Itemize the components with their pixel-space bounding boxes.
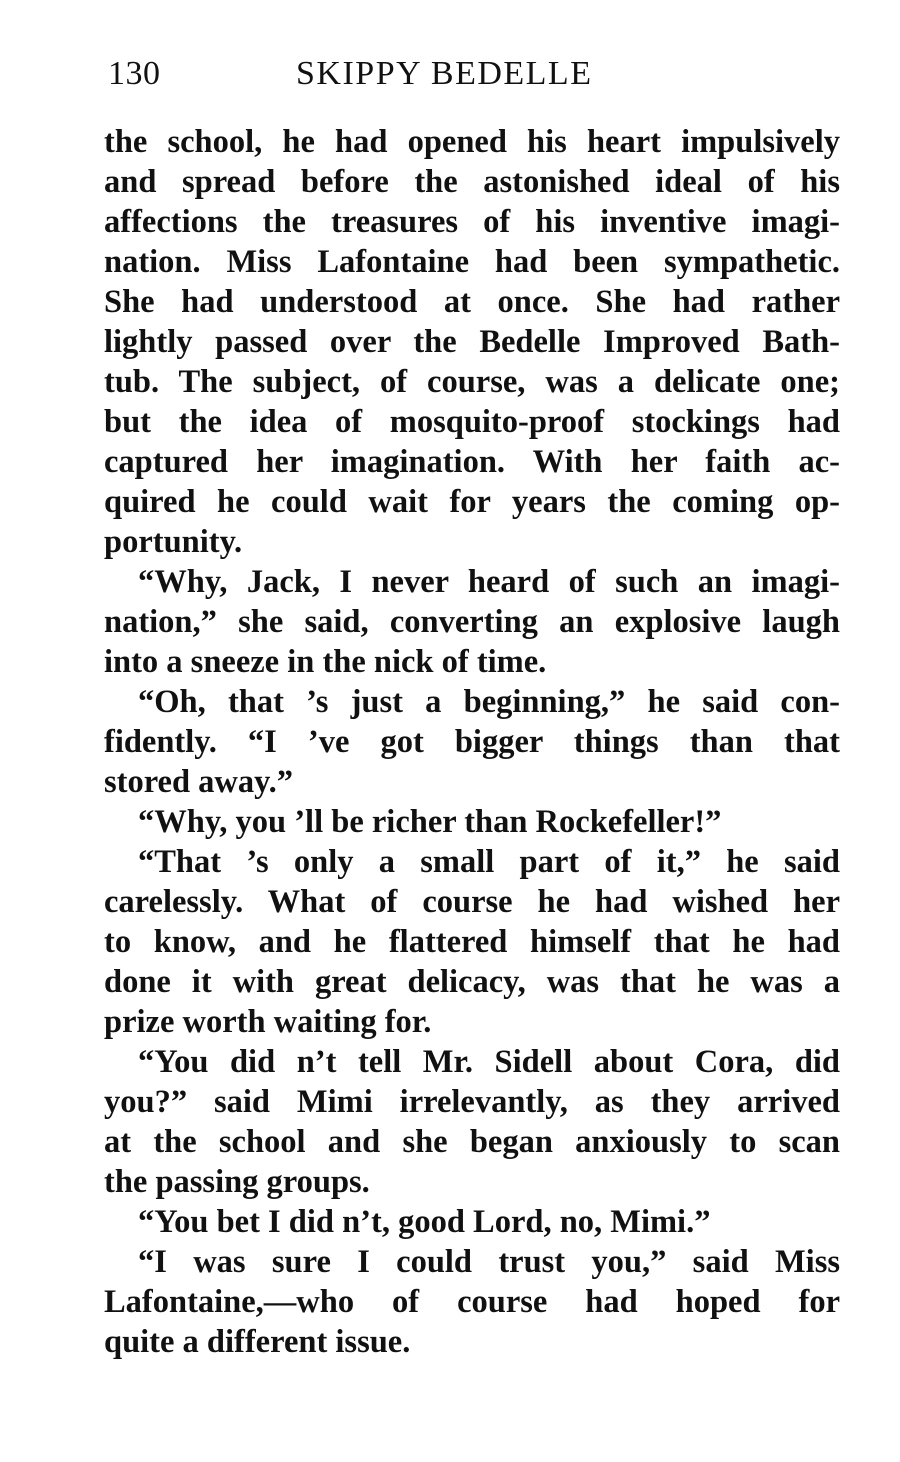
text-line: to know, and he flattered himself that he had (104, 924, 840, 960)
body-text (104, 122, 840, 1362)
text-line: but the idea of mosquito-proof stockings had (104, 404, 840, 440)
text-line: and spread before the astonished ideal of his (104, 164, 840, 200)
text-line: “Why, you ’ll be richer than Rockefeller!” (138, 804, 722, 840)
text-line: tub. The subject, of course, was a delicate one; (104, 364, 840, 400)
text-line: “That ’s only a small part of it,” he said (138, 844, 840, 880)
text-line: into a sneeze in the nick of time. (104, 644, 547, 680)
page-number: 130 (108, 55, 161, 92)
text-line: She had understood at once. She had rather (104, 284, 840, 320)
text-line: you?” said Mimi irrelevantly, as they arrived (104, 1084, 840, 1120)
text-line: “I was sure I could trust you,” said Miss (138, 1244, 840, 1280)
text-line: quite a different issue. (104, 1324, 411, 1360)
text-line: “You bet I did n’t, good Lord, no, Mimi.” (138, 1204, 711, 1240)
text-line: portunity. (104, 524, 243, 560)
running-title: SKIPPY BEDELLE (296, 55, 593, 92)
text-line: carelessly. What of course he had wished her (104, 884, 840, 920)
text-line: at the school and she began anxiously to scan (104, 1124, 840, 1160)
text-line: stored away.” (104, 764, 293, 800)
text-line: Lafontaine,—who of course had hoped for (104, 1284, 840, 1320)
text-line: the school, he had opened his heart impulsively (104, 124, 840, 160)
text-line: “Why, Jack, I never heard of such an imagi- (138, 564, 840, 600)
text-line: “Oh, that ’s just a beginning,” he said con- (138, 684, 840, 720)
text-line: “You did n’t tell Mr. Sidell about Cora, did (138, 1044, 840, 1080)
text-line: nation,” she said, converting an explosive laugh (104, 604, 840, 640)
text-line: fidently. “I ’ve got bigger things than that (104, 724, 840, 760)
text-line: affections the treasures of his inventive imagi- (104, 204, 840, 240)
text-line: lightly passed over the Bedelle Improved Bath- (104, 324, 840, 360)
text-line: captured her imagination. With her faith ac- (104, 444, 840, 480)
text-line: the passing groups. (104, 1164, 370, 1200)
text-line: quired he could wait for years the coming op- (104, 484, 840, 520)
text-line: prize worth waiting for. (104, 1004, 432, 1040)
text-line: nation. Miss Lafontaine had been sympathetic. (104, 244, 840, 280)
text-line: done it with great delicacy, was that he was a (104, 964, 840, 1000)
running-head (108, 52, 838, 96)
